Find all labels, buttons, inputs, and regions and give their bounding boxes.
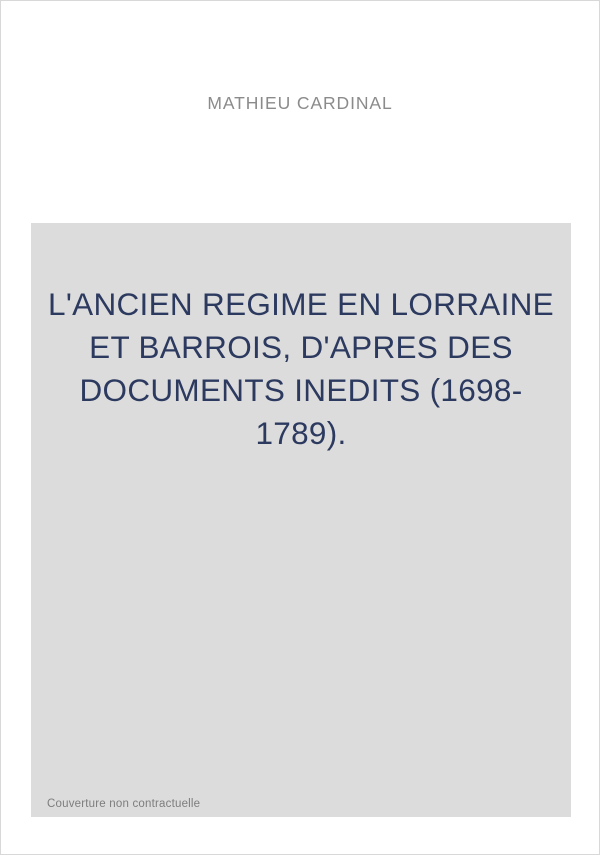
title-panel xyxy=(31,223,571,817)
author-name: MATHIEU CARDINAL xyxy=(207,93,393,113)
cover-disclaimer: Couverture non contractuelle xyxy=(47,798,201,810)
book-title: L'ANCIEN REGIME EN LORRAINE ET BARROIS, D'APRES DES DOCUMENTS INEDITS (1698-1789). xyxy=(48,286,554,451)
